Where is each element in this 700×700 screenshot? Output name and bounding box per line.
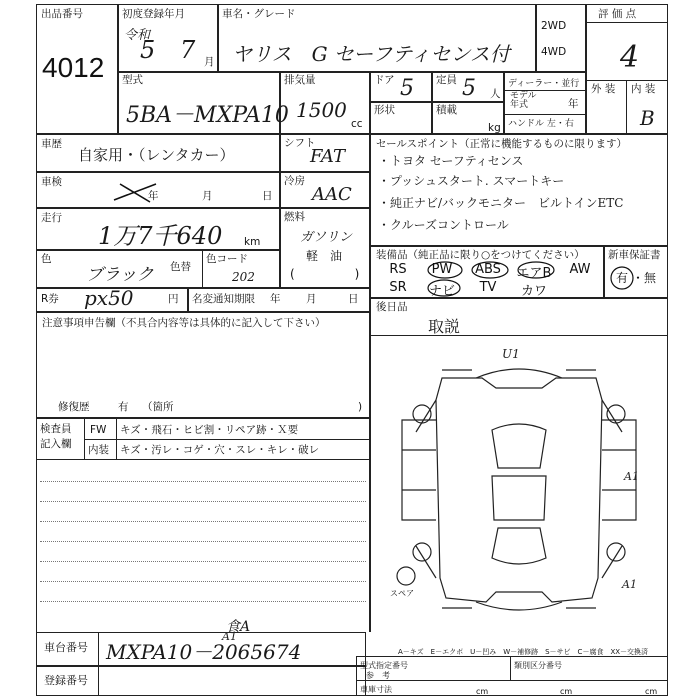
history-label: 車歴	[41, 138, 62, 150]
dotted-line-2	[40, 501, 366, 502]
color-divider	[202, 250, 203, 288]
equip-sr: SR	[389, 280, 407, 295]
title-change-label: 名変通知期限	[192, 293, 255, 305]
title-change-month: 月	[306, 293, 317, 305]
doors-value: 5	[400, 76, 414, 101]
color-code-label: 色コード	[206, 253, 248, 265]
first-reg-month-unit: 月	[204, 56, 215, 68]
selling-item-1: ・トヨタ セーフティセンス	[378, 154, 524, 168]
reg-label: 登録番号	[44, 674, 88, 687]
ref-label: 参 考	[366, 671, 390, 680]
displacement-unit: cc	[351, 118, 363, 130]
inspection-strike-mark	[110, 178, 160, 206]
title-change-year: 年	[270, 293, 281, 305]
fuel-label: 燃料	[284, 211, 305, 223]
warranty-no: ・無	[632, 271, 657, 285]
shift-label: シフト	[284, 137, 316, 149]
dotted-line-6	[40, 581, 366, 582]
mileage-unit: km	[244, 236, 261, 248]
repair-yes: 有	[118, 401, 129, 413]
drive-2wd: 2WD	[541, 20, 567, 32]
repair-close: )	[358, 401, 363, 413]
inspector-fw-text: キズ・飛石・ヒビ割・リペア跡・Ｘ要	[120, 424, 299, 436]
dealer-handle: ハンドル 左・右	[508, 119, 574, 129]
selling-item-3: ・純正ナビ/バックモニター ビルトインETC	[378, 196, 624, 210]
displacement-label: 排気量	[284, 74, 316, 86]
warranty-label: 新車保証書	[608, 249, 661, 261]
spare-label: スペア	[390, 589, 414, 598]
vin-label: 車台番号	[44, 641, 88, 654]
lot-label: 出品番号	[41, 8, 83, 20]
capacity-value: 5	[462, 76, 476, 101]
notes-label: 注意事項申告欄（不具合内容等は具体的に記入して下さい）	[42, 317, 326, 329]
rear-box	[370, 298, 668, 336]
grade-divider-v	[626, 80, 627, 134]
dotted-line-1	[40, 481, 366, 482]
equip-navi: ナビ	[428, 284, 455, 299]
color-label: 色	[41, 253, 52, 265]
repair-area: （箇所	[142, 401, 174, 413]
dealer-divider-2	[504, 114, 586, 115]
r-ticket-value: px50	[84, 286, 134, 310]
r-ticket-unit: 円	[168, 293, 179, 305]
equip-leather: カワ	[520, 284, 547, 299]
equip-aw: AW	[569, 262, 591, 277]
history-value: 自家用・（レンタカー）	[78, 146, 235, 164]
size-cm-1: cm	[476, 687, 489, 696]
doors-label: ドア	[374, 74, 395, 86]
mark-u1: U1	[502, 347, 520, 361]
dotted-line-3	[40, 521, 366, 522]
inspection-year-unit: 年	[148, 190, 159, 202]
drive-box	[536, 4, 586, 72]
capacity-label: 定員	[436, 74, 457, 86]
inspector-h	[84, 439, 370, 440]
color-value: ブラック	[86, 265, 154, 285]
warranty-yes: 有	[616, 271, 629, 285]
dotted-line-4	[40, 541, 366, 542]
lot-number: 4012	[42, 52, 105, 83]
first-reg-label: 初度登録年月	[122, 8, 185, 20]
displacement-value: 1500	[296, 98, 347, 122]
equip-rs: RS	[389, 262, 407, 277]
color-tone-label: 色替	[170, 261, 191, 273]
grade-divider-h1	[586, 22, 668, 23]
size-cm-2: cm	[560, 687, 573, 696]
warranty-circle	[608, 264, 636, 292]
fuel-paren: ( )	[290, 267, 360, 281]
type-label: 型式	[122, 74, 143, 86]
mileage-value: 1万7千640	[98, 222, 223, 250]
repair-label: 修復歴	[58, 401, 90, 413]
load-label: 積載	[436, 104, 457, 116]
type-value: 5BA－MXPA10	[126, 103, 289, 128]
color-code: 202	[232, 270, 255, 284]
selling-item-4: ・クルーズコントロール	[378, 218, 509, 232]
inspector-in: 内装	[88, 444, 109, 456]
diagram-legend: A－キズ E－エクボ U－凹み W－補修跡 S－サビ C－腐食 XX－交換済	[398, 648, 649, 656]
equip-airbag: エアB	[516, 266, 552, 281]
r-ticket-label: R券	[41, 293, 59, 305]
equip-pw: PW	[431, 262, 453, 277]
model-label: 車名・グレード	[222, 8, 296, 20]
vin-value: MXPA10－2065674	[106, 640, 302, 664]
dealer-year-unit: 年	[568, 98, 579, 110]
column-divider	[369, 336, 371, 632]
dotted-line-5	[40, 561, 366, 562]
selling-label: セールスポイント（正常に機能するものに限ります）	[376, 138, 628, 150]
shape-label: 形状	[374, 104, 395, 116]
grade-interior-label: 内 装	[631, 83, 656, 95]
load-unit: kg	[488, 122, 501, 134]
inspector-fw: FW	[90, 424, 107, 436]
bottom-info-v	[510, 656, 511, 680]
equipment-label: 装備品（純正品に限り○をつけてください）	[376, 249, 585, 261]
aircon-value: AAC	[312, 184, 352, 205]
equipment-circles	[370, 258, 604, 298]
class-no-label: 類別区分番号	[514, 661, 562, 670]
grade-overall: 4	[620, 40, 640, 75]
title-change-day: 日	[348, 293, 359, 305]
dotted-line-7	[40, 601, 366, 602]
inspection-month-unit: 月	[202, 190, 213, 202]
shift-value: FAT	[310, 146, 345, 167]
first-reg-year: 5	[140, 36, 156, 64]
equip-tv: TV	[479, 280, 497, 295]
mark-a1-rear: A1	[622, 578, 637, 591]
size-cm-3: cm	[645, 687, 658, 696]
grade-interior: B	[640, 106, 655, 130]
grade-divider-h2	[586, 80, 668, 81]
dealer-type: ディーラー・並行	[508, 79, 580, 89]
fuel-gas: ガソリン	[300, 230, 353, 245]
aircon-label: 冷房	[284, 175, 305, 187]
grade-label: 評 価 点	[598, 8, 637, 20]
form-no-label: 型式指定番号	[360, 661, 408, 670]
first-reg-month: 7	[180, 36, 196, 64]
first-reg-era: 令和	[124, 28, 151, 43]
drive-4wd: 4WD	[541, 46, 567, 58]
selling-item-2: ・プッシュスタート. スマートキー	[378, 174, 565, 188]
mark-a1-bottom: A1	[222, 630, 237, 643]
capacity-unit: 人	[490, 88, 501, 100]
inspection-day-unit: 日	[262, 190, 273, 202]
mark-a1-right: A1	[624, 470, 639, 483]
rear-value: 取説	[428, 317, 461, 336]
mileage-label: 走行	[41, 212, 62, 224]
rear-label: 後日品	[376, 301, 408, 313]
bottom-scribble: 食A	[226, 619, 251, 635]
inspection-label: 車検	[41, 176, 62, 188]
size-label: 車庫寸法	[360, 685, 392, 694]
fuel-diesel: 軽 油	[306, 249, 343, 263]
model-value: ヤリス G セーフティセンス付	[232, 42, 510, 66]
dealer-model-year: モデル 年式	[510, 91, 537, 110]
inspector-label: 検査員 記入欄	[40, 423, 72, 450]
bottom-info-mid	[356, 680, 668, 681]
grade-exterior-label: 外 装	[591, 83, 616, 95]
inspector-in-text: キズ・汚レ・コゲ・穴・スレ・キレ・破レ	[120, 444, 320, 456]
equip-abs: ABS	[475, 262, 501, 277]
